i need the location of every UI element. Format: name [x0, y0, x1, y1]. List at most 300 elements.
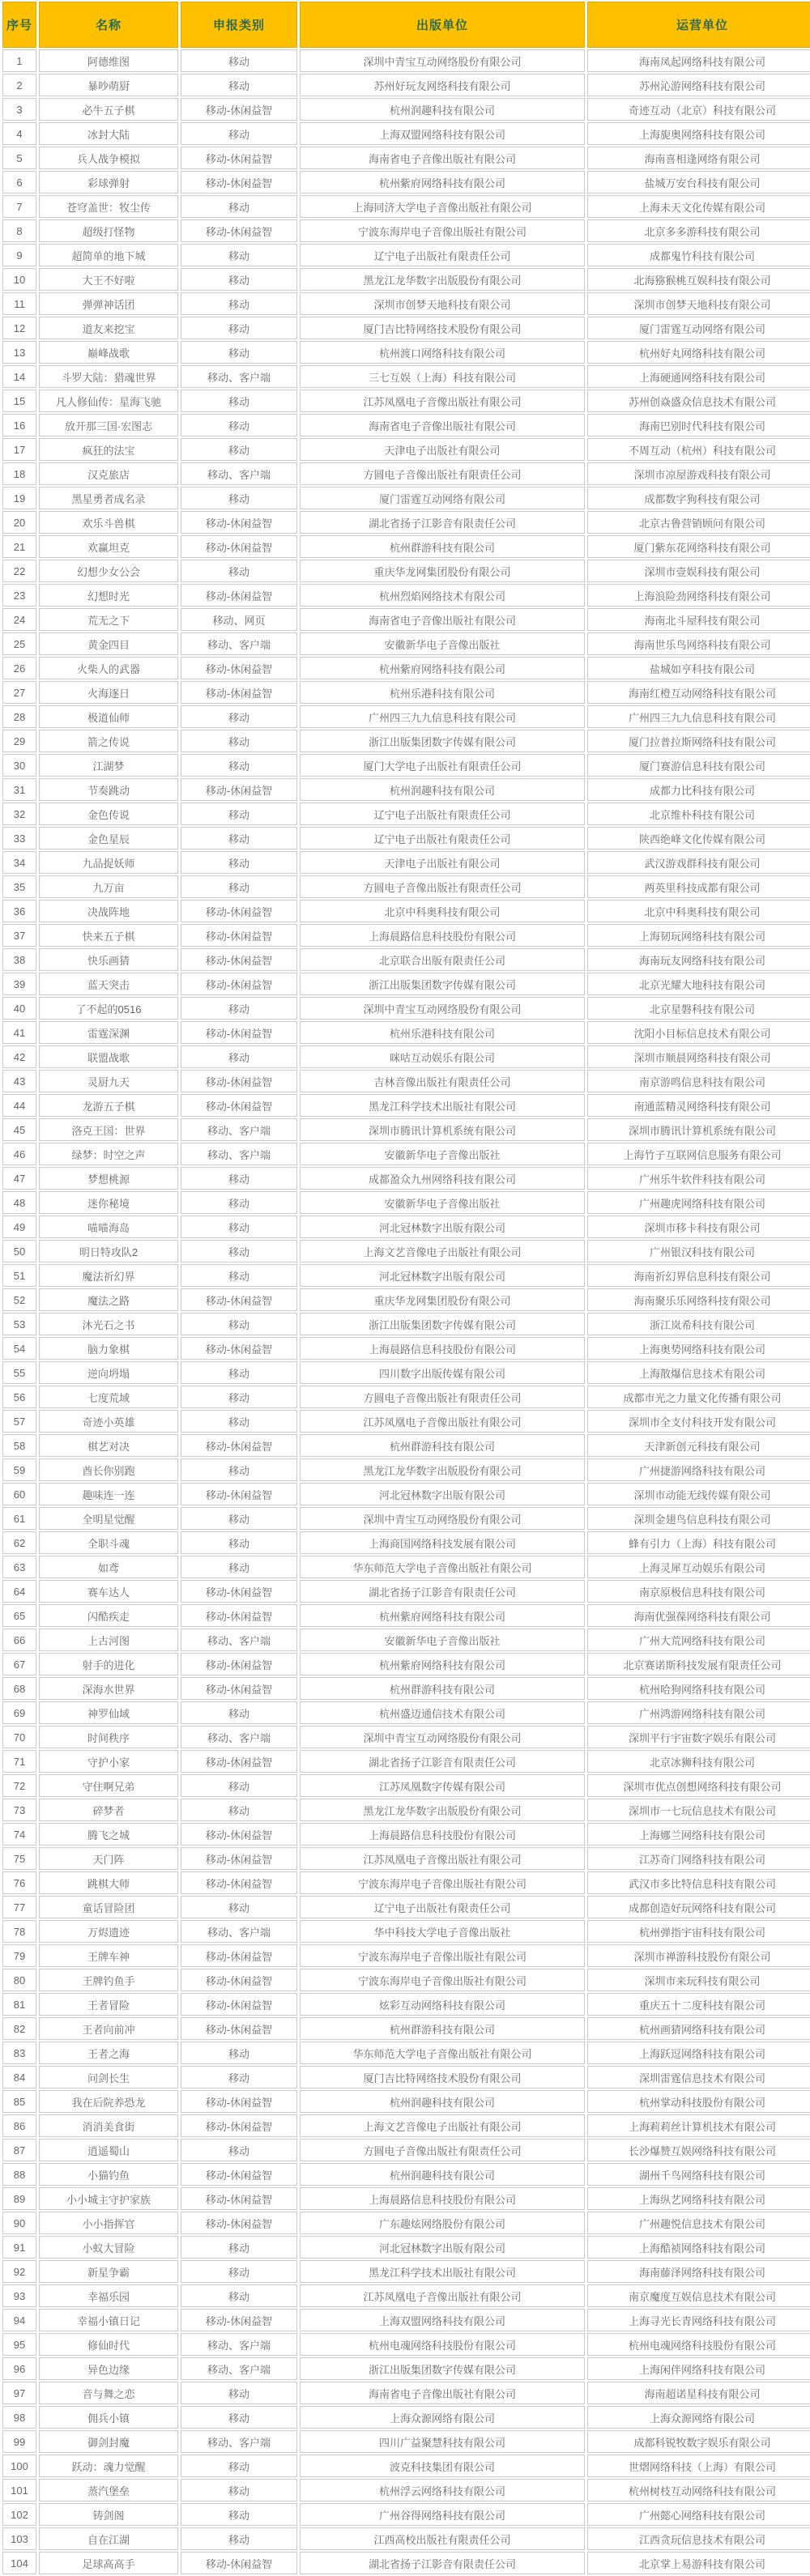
cell-category: 移动、客户端: [181, 462, 297, 485]
cell-name: 王者之海: [39, 2042, 178, 2064]
cell-name: 跃动：魂力觉醒: [39, 2455, 178, 2477]
cell-no: 40: [2, 997, 36, 1020]
header-row: [2, 2, 810, 48]
table-row: [2, 1993, 810, 2016]
cell-no: 92: [2, 2260, 36, 2283]
cell-name: 弹弹神话团: [39, 292, 178, 315]
cell-no: 28: [2, 705, 36, 728]
cell-operator: 南通蓝精灵网络科技有限公司: [587, 1094, 810, 1117]
table-row: [2, 49, 810, 72]
cell-no: 78: [2, 1920, 36, 1943]
cell-no: 90: [2, 2212, 36, 2234]
cell-category: 移动: [181, 2455, 297, 2477]
cell-operator: 海南优强葆网络科技有限公司: [587, 1604, 810, 1627]
cell-operator: 上海旎奥网络科技有限公司: [587, 122, 810, 145]
cell-no: 15: [2, 390, 36, 412]
cell-publisher: 杭州乐港科技有限公司: [300, 1021, 585, 1044]
cell-no: 41: [2, 1021, 36, 1044]
cell-no: 95: [2, 2333, 36, 2356]
cell-no: 4: [2, 122, 36, 145]
cell-operator: 盐城万安台科技有限公司: [587, 171, 810, 194]
table-row: [2, 1483, 810, 1505]
cell-name: 雷霆深渊: [39, 1021, 178, 1044]
cell-operator: 北京星磐科技有限公司: [587, 997, 810, 1020]
cell-no: 65: [2, 1604, 36, 1627]
cell-publisher: 广州四三九九信息科技有限公司: [300, 705, 585, 728]
cell-publisher: 黑龙江科学技术出版社有限公司: [300, 2260, 585, 2283]
cell-category: 移动-休闲益智: [181, 657, 297, 679]
table-row: [2, 2163, 810, 2186]
cell-publisher: 杭州紫府网络科技有限公司: [300, 1653, 585, 1675]
cell-name: 铸剑阁: [39, 2503, 178, 2526]
cell-operator: 广州大荒网络科技有限公司: [587, 1629, 810, 1651]
cell-category: 移动: [181, 49, 297, 72]
cell-category: 移动: [181, 268, 297, 291]
cell-category: 移动-休闲益智: [181, 2017, 297, 2040]
cell-publisher: 湖北省扬子江影音有限责任公司: [300, 2552, 585, 2574]
cell-name: 问剑长生: [39, 2066, 178, 2088]
cell-no: 69: [2, 1701, 36, 1724]
cell-category: 移动-休闲益智: [181, 924, 297, 947]
cell-operator: 广州懿心网络科技有限公司: [587, 2503, 810, 2526]
cell-category: 移动-休闲益智: [181, 1944, 297, 1967]
cell-name: 足球高高手: [39, 2552, 178, 2574]
cell-name: 王者向前冲: [39, 2017, 178, 2040]
cell-no: 31: [2, 778, 36, 801]
cell-category: 移动: [181, 292, 297, 315]
cell-publisher: 广东趣炫网络股份有限公司: [300, 2212, 585, 2234]
cell-name: 阿德维图: [39, 49, 178, 72]
cell-category: 移动-休闲益智: [181, 948, 297, 971]
cell-category: 移动-休闲益智: [181, 1653, 297, 1675]
cell-no: 22: [2, 560, 36, 582]
table-row: [2, 827, 810, 849]
cell-publisher: 北京中科奥科技有限公司: [300, 900, 585, 922]
cell-no: 53: [2, 1313, 36, 1335]
cell-no: 91: [2, 2236, 36, 2259]
cell-category: 移动: [181, 2406, 297, 2429]
cell-name: 快乐画猜: [39, 948, 178, 971]
cell-operator: 深圳市顺晨网络科技有限公司: [587, 1045, 810, 1068]
cell-name: 龙游五子棋: [39, 1094, 178, 1117]
cell-category: 移动-休闲益智: [181, 1580, 297, 1603]
cell-no: 12: [2, 317, 36, 339]
cell-category: 移动-休闲益智: [181, 1070, 297, 1092]
cell-no: 42: [2, 1045, 36, 1068]
cell-publisher: 咪咕互动娱乐有限公司: [300, 1045, 585, 1068]
cell-no: 30: [2, 754, 36, 777]
cell-no: 101: [2, 2479, 36, 2501]
cell-operator: 成都数字狗科技有限公司: [587, 487, 810, 509]
cell-name: 异色边缘: [39, 2357, 178, 2380]
cell-category: 移动、客户端: [181, 2430, 297, 2453]
table-row: [2, 1143, 810, 1165]
table-row: [2, 1823, 810, 1846]
table-row: [2, 365, 810, 388]
cell-no: 17: [2, 438, 36, 461]
cell-name: 沐光石之书: [39, 1313, 178, 1335]
cell-publisher: 广州谷得网络科技有限公司: [300, 2503, 585, 2526]
cell-publisher: 杭州群游科技有限公司: [300, 1677, 585, 1700]
cell-name: 消消美食街: [39, 2114, 178, 2137]
cell-name: 全职斗魂: [39, 1531, 178, 1554]
cell-name: 棋艺对决: [39, 1434, 178, 1457]
cell-name: 联盟战歌: [39, 1045, 178, 1068]
table-row: [2, 2284, 810, 2307]
cell-no: 83: [2, 2042, 36, 2064]
cell-no: 100: [2, 2455, 36, 2477]
cell-publisher: 方圆电子音像出版社有限责任公司: [300, 1386, 585, 1408]
table-row: [2, 2260, 810, 2283]
cell-operator: 上海散爆信息技术有限公司: [587, 1361, 810, 1384]
table-row: [2, 1677, 810, 1700]
cell-operator: 广州趣悦信息技术有限公司: [587, 2212, 810, 2234]
cell-name: 暴吵萌厨: [39, 74, 178, 96]
cell-publisher: 杭州烈焰网络技术有限公司: [300, 584, 585, 607]
cell-name: 魔法祈幻界: [39, 1264, 178, 1287]
cell-operator: 厦门雷霆互动网络有限公司: [587, 317, 810, 339]
cell-operator: 广州捷游网络科技有限公司: [587, 1458, 810, 1481]
table-row: [2, 317, 810, 339]
cell-category: 移动-休闲益智: [181, 1094, 297, 1117]
cell-publisher: 杭州群游科技有限公司: [300, 535, 585, 558]
cell-operator: 世熠网络科技（上海）有限公司: [587, 2455, 810, 2477]
cell-no: 62: [2, 1531, 36, 1554]
cell-no: 34: [2, 851, 36, 874]
cell-category: 移动-休闲益智: [181, 2187, 297, 2210]
cell-publisher: 辽宁电子出版社有限责任公司: [300, 244, 585, 266]
cell-category: 移动: [181, 875, 297, 898]
cell-no: 102: [2, 2503, 36, 2526]
cell-publisher: 波克科技集团有限公司: [300, 2455, 585, 2477]
table-body: [2, 49, 810, 2574]
table-row: [2, 1580, 810, 1603]
table-row: [2, 560, 810, 582]
cell-operator: 上海寻光长青网络科技有限公司: [587, 2309, 810, 2331]
cell-category: 移动: [181, 74, 297, 96]
table-row: [2, 1774, 810, 1797]
cell-category: 移动: [181, 1799, 297, 1821]
cell-no: 57: [2, 1410, 36, 1433]
cell-category: 移动: [181, 1361, 297, 1384]
cell-name: 幸福乐园: [39, 2284, 178, 2307]
table-row: [2, 487, 810, 509]
cell-no: 21: [2, 535, 36, 558]
cell-no: 13: [2, 341, 36, 364]
cell-no: 71: [2, 1750, 36, 1773]
cell-operator: 上海娜兰网络科技有限公司: [587, 1823, 810, 1846]
table-row: [2, 244, 810, 266]
cell-name: 江湖梦: [39, 754, 178, 777]
cell-publisher: 海南省电子音像出版社有限公司: [300, 2382, 585, 2404]
cell-name: 奇迹小英雄: [39, 1410, 178, 1433]
table-row: [2, 973, 810, 995]
table-header: [2, 2, 810, 48]
cell-no: 50: [2, 1240, 36, 1262]
cell-operator: 上海竹子互联网信息服务有限公司: [587, 1143, 810, 1165]
cell-no: 10: [2, 268, 36, 291]
cell-name: 快来五子棋: [39, 924, 178, 947]
cell-name: 小猫钓鱼: [39, 2163, 178, 2186]
cell-no: 82: [2, 2017, 36, 2040]
cell-name: 灵厨九天: [39, 1070, 178, 1092]
table-row: [2, 1750, 810, 1773]
table-row: [2, 1386, 810, 1408]
cell-operator: 深圳市凉屋游戏科技有限公司: [587, 462, 810, 485]
table-row: [2, 900, 810, 922]
cell-operator: 成都市光之力量文化传播有限公司: [587, 1386, 810, 1408]
cell-category: 移动-休闲益智: [181, 98, 297, 121]
cell-category: 移动-休闲益智: [181, 1677, 297, 1700]
cell-name: 金色星辰: [39, 827, 178, 849]
table-row: [2, 268, 810, 291]
table-row: [2, 1167, 810, 1190]
cell-no: 60: [2, 1483, 36, 1505]
cell-publisher: 黑龙江科学技术出版社有限公司: [300, 1094, 585, 1117]
table-row: [2, 657, 810, 679]
cell-publisher: 北京联合出版有限责任公司: [300, 948, 585, 971]
cell-no: 35: [2, 875, 36, 898]
cell-name: 趣味连一连: [39, 1483, 178, 1505]
cell-operator: 广州四三九九信息科技有限公司: [587, 705, 810, 728]
cell-operator: 成都鬼竹科技有限公司: [587, 244, 810, 266]
cell-category: 移动: [181, 730, 297, 752]
cell-no: 5: [2, 147, 36, 169]
cell-no: 45: [2, 1118, 36, 1141]
cell-name: 冰封大陆: [39, 122, 178, 145]
cell-operator: 重庆五十二度科技有限公司: [587, 1993, 810, 2016]
table-row: [2, 681, 810, 704]
cell-name: 深海水世界: [39, 1677, 178, 1700]
cell-no: 79: [2, 1944, 36, 1967]
cell-operator: 海南超诺星科技有限公司: [587, 2382, 810, 2404]
cell-category: 移动-休闲益智: [181, 681, 297, 704]
cell-publisher: 杭州群游科技有限公司: [300, 1434, 585, 1457]
cell-name: 黄金四目: [39, 632, 178, 655]
table-row: [2, 1361, 810, 1384]
cell-no: 81: [2, 1993, 36, 2016]
cell-name: 超级打怪物: [39, 219, 178, 242]
cell-operator: 北京维朴科技有限公司: [587, 803, 810, 825]
cell-category: 移动、客户端: [181, 1143, 297, 1165]
cell-name: 幻想少女公会: [39, 560, 178, 582]
cell-operator: 不周互动（杭州）科技有限公司: [587, 438, 810, 461]
cell-name: 新星争霸: [39, 2260, 178, 2283]
table-row: [2, 1191, 810, 1214]
cell-category: 移动: [181, 414, 297, 436]
cell-operator: 长沙爆赞互娱网络科技有限公司: [587, 2139, 810, 2161]
cell-publisher: 吉林音像出版社有限责任公司: [300, 1070, 585, 1092]
cell-operator: 北京掌上易游科技有限公司: [587, 2552, 810, 2574]
cell-name: 巅峰战歌: [39, 341, 178, 364]
table-row: [2, 341, 810, 364]
cell-no: 36: [2, 900, 36, 922]
cell-category: 移动: [181, 244, 297, 266]
cell-operator: 江西贪玩信息技术有限公司: [587, 2527, 810, 2550]
cell-category: 移动: [181, 1386, 297, 1408]
cell-category: 移动: [181, 827, 297, 849]
table-row: [2, 2139, 810, 2161]
cell-no: 47: [2, 1167, 36, 1190]
cell-operator: 深圳市优点创想网络科技有限公司: [587, 1774, 810, 1797]
cell-category: 移动、客户端: [181, 2333, 297, 2356]
cell-category: 移动-休闲益智: [181, 584, 297, 607]
cell-no: 44: [2, 1094, 36, 1117]
cell-name: 蒸汽堡垒: [39, 2479, 178, 2501]
cell-operator: 厦门紫东花网络科技有限公司: [587, 535, 810, 558]
table-row: [2, 1045, 810, 1068]
table-row: [2, 1896, 810, 1918]
cell-name: 腾飞之城: [39, 1823, 178, 1846]
cell-name: 迷你秘境: [39, 1191, 178, 1214]
cell-category: 移动: [181, 2260, 297, 2283]
cell-operator: 上海灵犀互动娱乐有限公司: [587, 1556, 810, 1578]
cell-name: 碎梦者: [39, 1799, 178, 1821]
cell-operator: 北京冰狮科技有限公司: [587, 1750, 810, 1773]
cell-category: 移动-休闲益智: [181, 2309, 297, 2331]
cell-operator: 厦门拉普拉斯网络科技有限公司: [587, 730, 810, 752]
cell-publisher: 上海文艺音像电子出版社有限公司: [300, 2114, 585, 2137]
cell-publisher: 江苏凤凰电子音像出版社有限公司: [300, 390, 585, 412]
cell-category: 移动: [181, 438, 297, 461]
cell-publisher: 方圆电子音像出版社有限责任公司: [300, 462, 585, 485]
cell-publisher: 上海众源网络有限公司: [300, 2406, 585, 2429]
cell-publisher: 浙江出版集团数字传媒有限公司: [300, 2357, 585, 2380]
cell-publisher: 江苏凤凰电子音像出版社有限公司: [300, 2284, 585, 2307]
cell-operator: 杭州画猜网络科技有限公司: [587, 2017, 810, 2040]
cell-category: 移动-休闲益智: [181, 1993, 297, 2016]
cell-operator: 厦门赛游信息科技有限公司: [587, 754, 810, 777]
table-row: [2, 2042, 810, 2064]
cell-no: 77: [2, 1896, 36, 1918]
cell-name: 时间秩序: [39, 1726, 178, 1748]
cell-publisher: 辽宁电子出版社有限责任公司: [300, 827, 585, 849]
cell-operator: 深圳市创梦天地科技有限公司: [587, 292, 810, 315]
cell-operator: 杭州电魂网络科技股份有限公司: [587, 2333, 810, 2356]
cell-operator: 北海猕猴桃互娱科技有限公司: [587, 268, 810, 291]
cell-no: 27: [2, 681, 36, 704]
cell-no: 89: [2, 2187, 36, 2210]
cell-name: 王牌车神: [39, 1944, 178, 1967]
cell-operator: 海南祈幻界信息科技有限公司: [587, 1264, 810, 1287]
table-row: [2, 948, 810, 971]
table-row: [2, 2527, 810, 2550]
cell-category: 移动-休闲益智: [181, 1969, 297, 1991]
cell-category: 移动-休闲益智: [181, 1337, 297, 1360]
cell-publisher: 成都盈众九州网络科技有限公司: [300, 1167, 585, 1190]
cell-name: 守护小家: [39, 1750, 178, 1773]
cell-category: 移动-休闲益智: [181, 171, 297, 194]
cell-name: 小小指挥官: [39, 2212, 178, 2234]
cell-no: 23: [2, 584, 36, 607]
cell-publisher: 河北冠林数字出版有限公司: [300, 2236, 585, 2259]
cell-publisher: 上海文艺音像电子出版社有限公司: [300, 1240, 585, 1262]
cell-category: 移动-休闲益智: [181, 1483, 297, 1505]
cell-publisher: 浙江出版集团数字传媒有限公司: [300, 973, 585, 995]
cell-operator: 广州趣虎网络科技有限公司: [587, 1191, 810, 1214]
cell-publisher: 海南省电子音像出版社有限公司: [300, 608, 585, 631]
cell-operator: 上海未天文化传媒有限公司: [587, 195, 810, 218]
cell-no: 98: [2, 2406, 36, 2429]
cell-category: 移动-休闲益智: [181, 1604, 297, 1627]
cell-no: 29: [2, 730, 36, 752]
cell-publisher: 重庆华龙网集团股份有限公司: [300, 1288, 585, 1311]
cell-no: 7: [2, 195, 36, 218]
table-row: [2, 1920, 810, 1943]
cell-name: 九万亩: [39, 875, 178, 898]
table-row: [2, 2212, 810, 2234]
cell-operator: 苏州沁游网络科技有限公司: [587, 74, 810, 96]
cell-no: 54: [2, 1337, 36, 1360]
cell-category: 移动-休闲益智: [181, 511, 297, 534]
cell-operator: 陕西绝峰文化传媒有限公司: [587, 827, 810, 849]
cell-publisher: 河北冠林数字出版有限公司: [300, 1264, 585, 1287]
cell-category: 移动: [181, 2066, 297, 2088]
cell-category: 移动: [181, 1701, 297, 1724]
cell-operator: 杭州弹指宇宙科技有限公司: [587, 1920, 810, 1943]
cell-name: 修仙时代: [39, 2333, 178, 2356]
cell-publisher: 江苏凤凰数字传媒有限公司: [300, 1774, 585, 1797]
table-row: [2, 997, 810, 1020]
cell-no: 87: [2, 2139, 36, 2161]
cell-no: 2: [2, 74, 36, 96]
table-row: [2, 1021, 810, 1044]
table-row: [2, 632, 810, 655]
table-row: [2, 1701, 810, 1724]
cell-category: 移动-休闲益智: [181, 778, 297, 801]
header-cell-operator: 运营单位: [587, 2, 810, 48]
cell-category: 移动: [181, 341, 297, 364]
cell-category: 移动: [181, 560, 297, 582]
cell-operator: 杭州树枝互动网络科技有限公司: [587, 2479, 810, 2501]
cell-operator: 深圳平行宇宙数字娱乐有限公司: [587, 1726, 810, 1748]
cell-name: 小蚁大冒险: [39, 2236, 178, 2259]
cell-operator: 广州银汉科技有限公司: [587, 1240, 810, 1262]
cell-no: 26: [2, 657, 36, 679]
table-row: [2, 1458, 810, 1481]
table-row: [2, 608, 810, 631]
cell-no: 19: [2, 487, 36, 509]
cell-category: 移动-休闲益智: [181, 900, 297, 922]
cell-no: 37: [2, 924, 36, 947]
cell-operator: 海南红橙互动网络科技有限公司: [587, 681, 810, 704]
cell-no: 88: [2, 2163, 36, 2186]
cell-operator: 上海跃逗网络科技有限公司: [587, 2042, 810, 2064]
cell-publisher: 海南省电子音像出版社有限公司: [300, 147, 585, 169]
table-row: [2, 2187, 810, 2210]
cell-publisher: 重庆华龙网集团股份有限公司: [300, 560, 585, 582]
table-row: [2, 2455, 810, 2477]
cell-publisher: 杭州群游科技有限公司: [300, 2017, 585, 2040]
cell-category: 移动: [181, 1240, 297, 1262]
cell-name: 节奏跳动: [39, 778, 178, 801]
cell-operator: 成都科锐牧数字娱乐有限公司: [587, 2430, 810, 2453]
cell-operator: 成都力比科技有限公司: [587, 778, 810, 801]
cell-category: 移动: [181, 1191, 297, 1214]
cell-category: 移动: [181, 1896, 297, 1918]
cell-category: 移动-休闲益智: [181, 1847, 297, 1870]
cell-publisher: 安徽新华电子音像出版社: [300, 1629, 585, 1651]
cell-category: 移动、客户端: [181, 1118, 297, 1141]
cell-publisher: 上海双盟网络科技有限公司: [300, 122, 585, 145]
cell-name: 全明星觉醒: [39, 1507, 178, 1530]
table-row: [2, 2552, 810, 2574]
table-row: [2, 2066, 810, 2088]
cell-category: 移动: [181, 1264, 297, 1287]
cell-name: 极道仙师: [39, 705, 178, 728]
cell-publisher: 四川数字出版传媒有限公司: [300, 1361, 585, 1384]
cell-publisher: 华东师范大学电子音像出版社有限公司: [300, 1556, 585, 1578]
